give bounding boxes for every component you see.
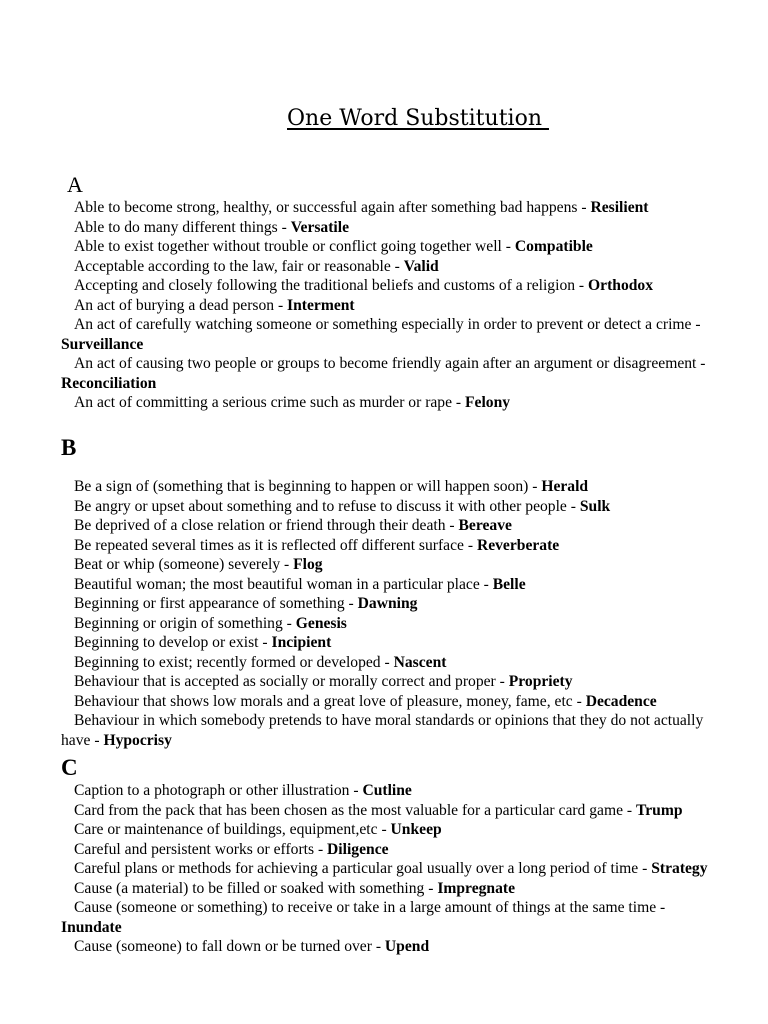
entry-definition: An act of committing a serious crime such as murder or rape -: [74, 394, 466, 411]
list-item: [61, 614, 721, 634]
entry-word: Bereave: [458, 517, 512, 534]
list-item: [61, 276, 721, 296]
list-item: [61, 633, 721, 653]
entry-word: Herald: [541, 478, 589, 495]
entry-definition: Able to become strong, healthy, or successful again after something bad happens -: [74, 199, 591, 216]
entry-word: Incipient: [271, 634, 332, 651]
entry-word: Inundate: [61, 918, 122, 936]
entry-definition: An act of burying a dead person -: [74, 296, 288, 314]
list-item: [61, 393, 721, 413]
list-item: [61, 820, 721, 840]
list-item: [61, 711, 721, 750]
entry-word: Felony: [465, 394, 511, 411]
entry-word: Versatile: [290, 218, 350, 236]
list-item: [61, 879, 721, 899]
entry-word: Cutline: [362, 782, 412, 799]
entry-word: Compatible: [514, 238, 593, 255]
entry-definition: An act of causing two people or groups to become friendly again after an argument or disagreement -: [74, 355, 706, 372]
entry-definition: Beginning to exist; recently formed or developed -: [74, 653, 394, 671]
entry-word: Valid: [403, 257, 439, 275]
entry-definition: Cause (a material) to be filled or soaked with something -: [74, 879, 438, 897]
entry-word: Nascent: [393, 653, 447, 671]
entry-definition: Beat or whip (someone) severely -: [74, 556, 294, 573]
entry-word: Reconciliation: [61, 374, 157, 392]
entry-word: Unkeep: [390, 821, 442, 838]
list-item: [61, 516, 721, 536]
entry-definition: Be angry or upset about something and to refuse to discuss it with other people -: [74, 497, 580, 515]
list-item: [61, 477, 721, 497]
entry-list: [61, 781, 721, 957]
entry-word: Trump: [636, 801, 683, 819]
entry-word: Upend: [384, 938, 430, 955]
list-item: [61, 672, 721, 692]
list-item: [61, 555, 721, 575]
list-item: [61, 692, 721, 712]
list-item: [61, 937, 721, 957]
entry-definition: Be deprived of a close relation or friend through their death -: [74, 517, 459, 534]
entry-list: [61, 198, 721, 413]
list-item: [61, 497, 721, 517]
entry-word: Reverberate: [476, 536, 560, 554]
entry-definition: An act of carefully watching someone or something especially in order to prevent or detect a crime -: [74, 316, 701, 333]
entry-word: Propriety: [508, 673, 573, 690]
section-b: [61, 435, 721, 750]
entry-list: [61, 477, 721, 750]
entry-definition: Be a sign of (something that is beginning to happen or will happen soon) -: [74, 478, 542, 495]
list-item: [61, 840, 721, 860]
entry-word: Diligence: [327, 840, 389, 858]
entry-word: Strategy: [651, 860, 708, 877]
entry-definition: Careful plans or methods for achieving a particular goal usually over a long period of time -: [74, 860, 652, 877]
list-item: [61, 859, 721, 879]
entry-definition: Able to exist together without trouble or conflict going together well -: [74, 238, 515, 255]
entry-definition: Beginning to develop or exist -: [74, 634, 272, 651]
page-title: One Word Substitution: [287, 106, 549, 131]
list-item: [61, 801, 721, 821]
entry-word: Resilient: [590, 199, 649, 216]
entry-word: Decadence: [585, 692, 657, 710]
entry-word: Impregnate: [437, 879, 515, 897]
entry-word: Interment: [287, 296, 355, 314]
list-item: [61, 898, 721, 937]
entry-definition: Accepting and closely following the traditional beliefs and customs of a religion -: [74, 277, 589, 294]
list-item: [61, 575, 721, 595]
entry-word: Sulk: [579, 497, 611, 515]
section-a: [61, 172, 721, 413]
section-heading: B: [61, 435, 77, 460]
list-item: [61, 218, 721, 238]
heading-spacer: [61, 461, 721, 477]
entry-word: Belle: [492, 575, 526, 593]
entry-definition: Cause (someone) to fall down or be turned over -: [74, 938, 385, 955]
entry-word: Dawning: [357, 595, 418, 612]
entry-definition: Cause (someone or something) to receive or take in a large amount of things at the same time -: [74, 899, 666, 916]
list-item: [61, 198, 721, 218]
entry-word: Orthodox: [588, 277, 654, 294]
entry-word: Surveillance: [61, 335, 144, 353]
entry-definition: Behaviour that shows low morals and a great love of pleasure, money, fame, etc -: [74, 692, 586, 710]
list-item: [61, 257, 721, 277]
list-item: [61, 296, 721, 316]
entry-definition: Able to do many different things -: [74, 218, 291, 236]
list-item: [61, 594, 721, 614]
list-item: [61, 536, 721, 556]
section-heading: A: [67, 172, 83, 197]
list-item: [61, 354, 721, 393]
entry-word: Flog: [293, 556, 323, 573]
entry-definition: Caption to a photograph or other illustration -: [74, 782, 363, 799]
entry-word: Hypocrisy: [103, 731, 172, 749]
entry-definition: Behaviour that is accepted as socially or morally correct and proper -: [74, 673, 509, 690]
entry-definition: Care or maintenance of buildings, equipment,etc -: [74, 821, 391, 838]
section-heading: C: [61, 755, 78, 780]
entry-definition: Careful and persistent works or efforts -: [74, 840, 328, 858]
entry-definition: Acceptable according to the law, fair or reasonable -: [74, 257, 404, 275]
list-item: [61, 237, 721, 257]
entry-definition: Beautiful woman; the most beautiful woman in a particular place -: [74, 575, 493, 593]
list-item: [61, 653, 721, 673]
entry-definition: Behaviour in which somebody pretends to have moral standards or opinions that they do not actually have -: [61, 712, 704, 749]
entry-definition: Be repeated several times as it is reflected off different surface -: [74, 536, 477, 554]
list-item: [61, 781, 721, 801]
entry-word: Genesis: [295, 614, 347, 632]
entry-definition: Beginning or origin of something -: [74, 614, 296, 632]
entry-definition: Beginning or first appearance of something -: [74, 595, 358, 612]
entry-definition: Card from the pack that has been chosen as the most valuable for a particular card game -: [74, 801, 637, 819]
section-c: [61, 755, 721, 957]
list-item: [61, 315, 721, 354]
